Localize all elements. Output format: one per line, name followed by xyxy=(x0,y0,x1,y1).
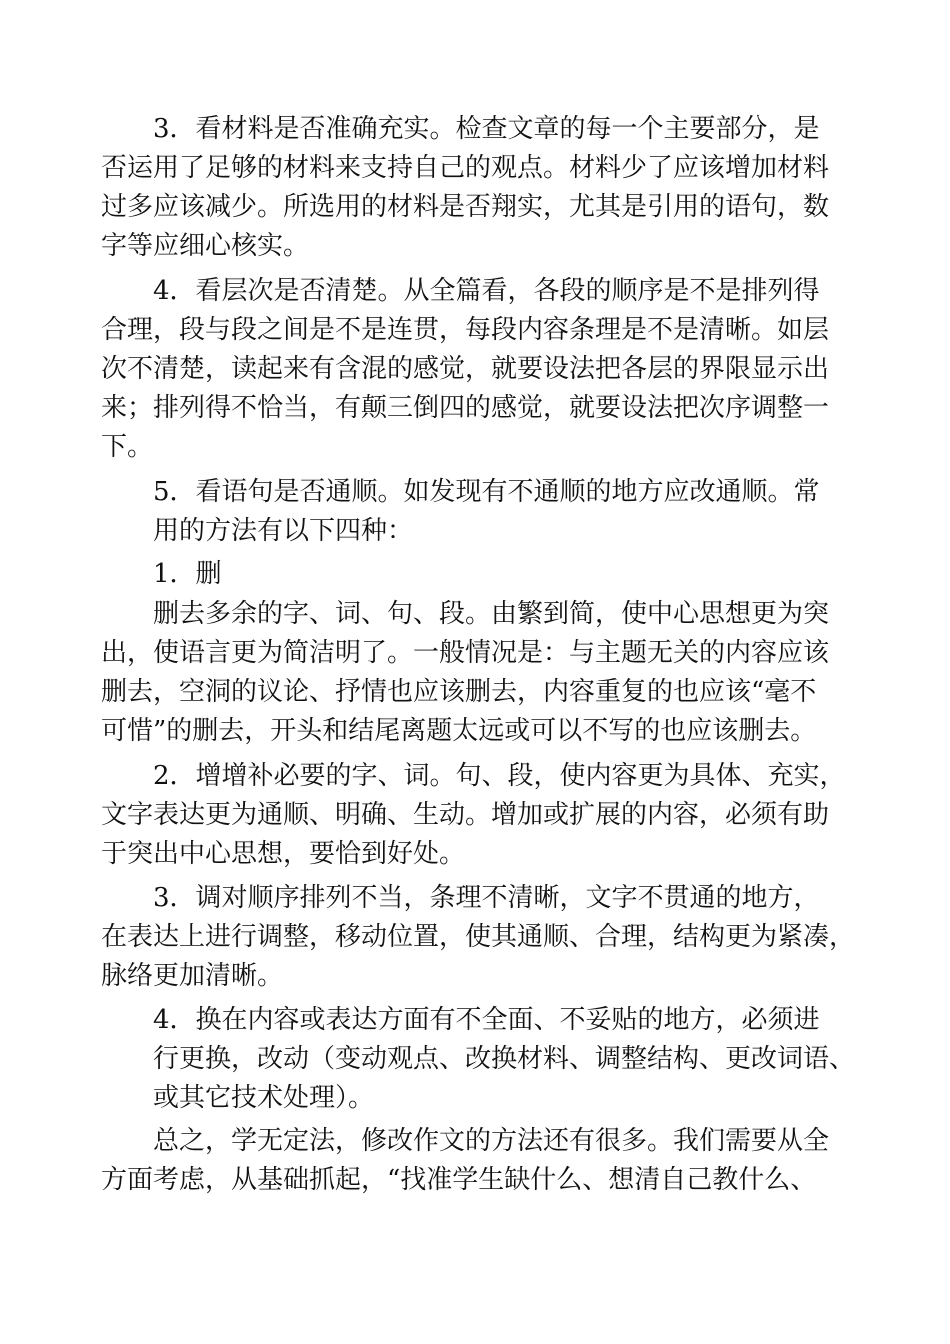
text-line: 2．增增补必要的字、词。句、段，使内容更为具体、充实， xyxy=(153,761,846,791)
text-line: 删去多余的字、词、句、段。由繁到简，使中心思想更为突 xyxy=(153,599,830,629)
text-line: 删去，空洞的议论、抒情也应该删去，内容重复的也应该“毫不 xyxy=(101,677,817,707)
text-line: 1．删 xyxy=(153,559,222,589)
text-line: 总之，学无定法，修改作文的方法还有很多。我们需要从全 xyxy=(153,1126,830,1156)
text-line: 否运用了足够的材料来支持自己的观点。材料少了应该增加材料 xyxy=(101,153,830,183)
text-line: 用的方法有以下四种： xyxy=(153,516,414,546)
text-line: 文字表达更为通顺、明确、生动。增加或扩展的内容，必须有助 xyxy=(101,800,830,830)
text-line: 过多应该减少。所选用的材料是否翔实，尤其是引用的语句，数 xyxy=(101,192,830,222)
text-line: 脉络更加清晰。 xyxy=(101,961,284,991)
text-line: 出，使语言更为简洁明了。一般情况是：与主题无关的内容应该 xyxy=(101,638,830,668)
text-line: 3．看材料是否准确充实。检查文章的每一个主要部分，是 xyxy=(153,114,820,144)
text-line: 来；排列得不恰当，有颠三倒四的感觉，就要设法把次序调整一 xyxy=(101,393,830,423)
text-line: 字等应细心核实。 xyxy=(101,231,310,261)
text-line: 3．调对顺序排列不当，条理不清晰，文字不贯通的地方， xyxy=(153,883,820,913)
text-line: 次不清楚，读起来有含混的感觉，就要设法把各层的界限显示出 xyxy=(101,354,830,384)
text-line: 合理，段与段之间是不是连贯，每段内容条理是不是清晰。如层 xyxy=(101,315,830,345)
text-line: 在表达上进行调整，移动位置，使其通顺、合理，结构更为紧凑， xyxy=(101,922,856,952)
text-line: 5．看语句是否通顺。如发现有不通顺的地方应改通顺。常 xyxy=(153,477,820,507)
text-line: 下。 xyxy=(101,432,154,462)
text-line: 行更换，改动（变动观点、改换材料、调整结构、更改词语、 xyxy=(153,1044,856,1074)
text-line: 4．看层次是否清楚。从全篇看，各段的顺序是不是排列得 xyxy=(153,276,820,306)
text-line: 或其它技术处理）。 xyxy=(153,1083,375,1113)
text-line: 方面考虑，从基础抓起，“找准学生缺什么、想清自己教什么、 xyxy=(101,1165,817,1195)
text-line: 可惜”的删去，开头和结尾离题太远或可以不写的也应该删去。 xyxy=(101,716,817,746)
text-line: 4．换在内容或表达方面有不全面、不妥贴的地方，必须进 xyxy=(153,1005,820,1035)
text-line: 于突出中心思想，要恰到好处。 xyxy=(101,839,466,869)
